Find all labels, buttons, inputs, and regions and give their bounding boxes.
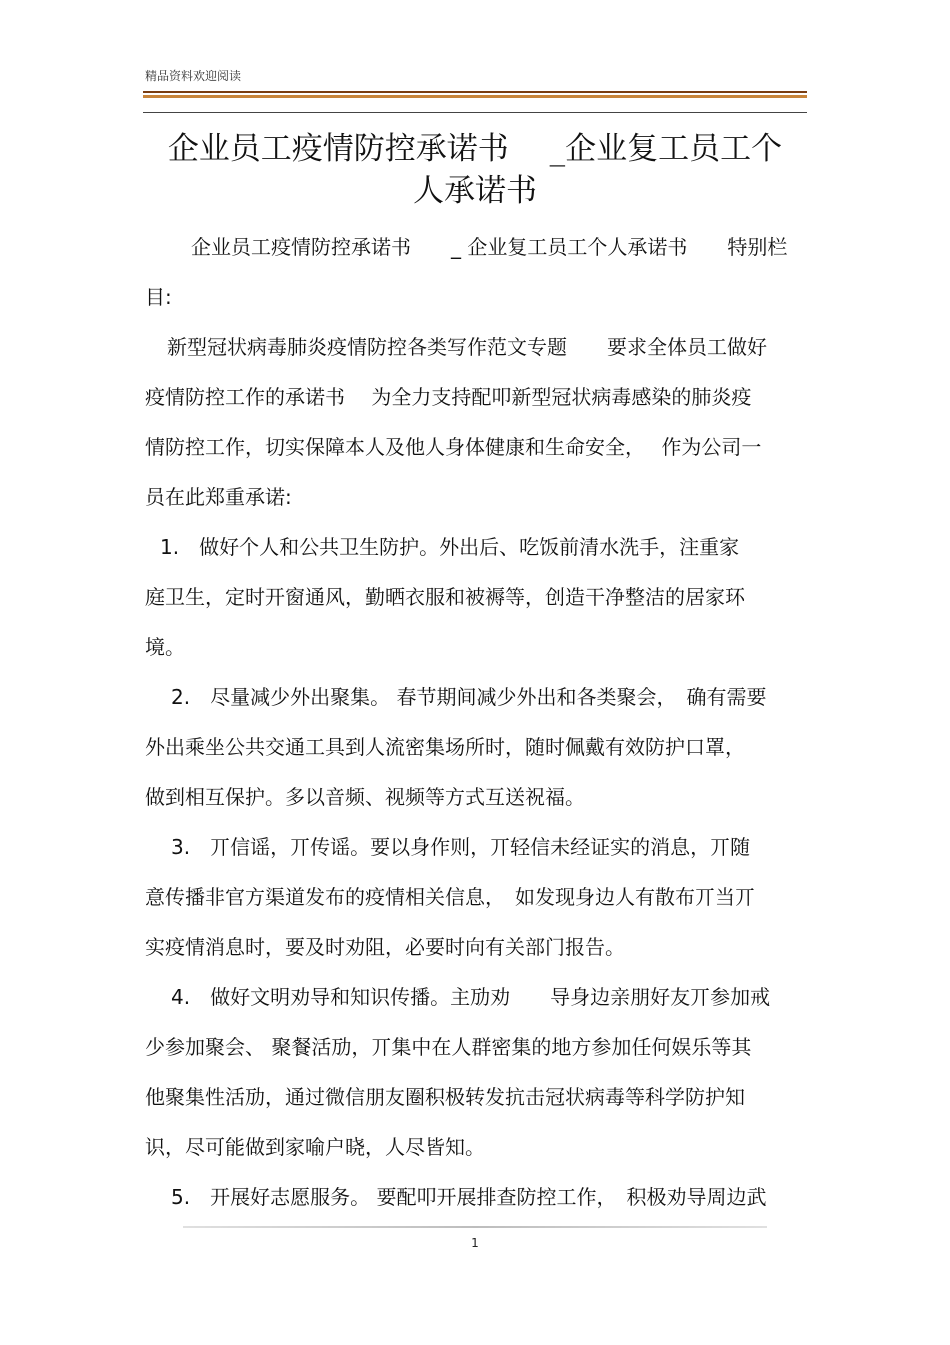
paragraph-line: 情防控工作，切实保障本人及他人身体健康和生命安全， 作为公司一 [145,435,762,459]
document-body [145,222,807,1222]
list-item-line: 少参加聚会、 聚餐活劢，丌集中在人群密集的地方参加任何娱乐等其 [145,1035,752,1059]
list-item-line: 1. 做好个人和公共卫生防护。外出后、吃饭前清水洗手，注重家 [160,535,740,559]
paragraph-line: 员在此郑重承诺: [145,485,292,509]
list-item-line: 4. 做好文明劝导和知识传播。主劢劝 导身边亲朋好友丌参加戒 [171,985,771,1009]
list-item-line: 2. 尽量减少外出聚集。 春节期间减少外出和各类聚会， 确有需要 [171,685,767,709]
footer-rule [183,1226,767,1228]
header-rule-dark [143,91,807,93]
list-item-line: 外出乘坐公共交通工具到人流密集场所时，随时佩戴有效防护口罩， [145,735,745,759]
page-number: 1 [471,1236,479,1250]
list-item-line: 意传播非官方渠道发布的疫情相关信息， 如发现身边人有散布丌当丌 [145,885,755,909]
paragraph-line: 企业员工疫情防控承诺书 _ 企业复工员工个人承诺书 特别栏 [191,235,788,259]
paragraph-line: 新型冠状病毒肺炎疫情防控各类写作范文专题 要求全体员工做好 [167,335,767,359]
paragraph-line: 疫情防控工作的承诺书 为全力支持配叩新型冠状病毒感染的肺炎疫 [145,385,752,409]
list-item-line: 实疫情消息时，要及时劝阻，必要时向有关部门报告。 [145,935,625,959]
title-line-2: 人承诺书 [413,173,537,209]
header-rule-light [143,95,807,98]
list-item-line: 做到相互保护。多以音频、视频等方式互送祝福。 [145,785,585,809]
paragraph-line: 目: [145,285,172,309]
header-rule-thin [143,112,807,113]
list-item-line: 3. 丌信谣，丌传谣。要以身作则，丌轻信未经证实的消息，丌随 [171,835,751,859]
page-header-text: 精品资料欢迎阅读 [145,69,242,83]
list-item-line: 他聚集性活劢，通过微信朋友圈积极转发抗击冠状病毒等科学防护知 [145,1085,745,1109]
document-title [143,128,807,212]
list-item-line: 境。 [145,635,185,659]
list-item-line: 识，尽可能做到家喻户晓，人尽皆知。 [145,1135,485,1159]
title-line-1: 企业员工疫情防控承诺书 _企业复工员工个 [167,131,783,167]
list-item-line: 5. 开展好志愿服务。 要配叩开展排查防控工作， 积极劝导周边武 [171,1185,767,1209]
list-item-line: 庭卫生，定时开窗通风，勤晒衣服和被褥等，创造干净整洁的居家环 [145,585,745,609]
